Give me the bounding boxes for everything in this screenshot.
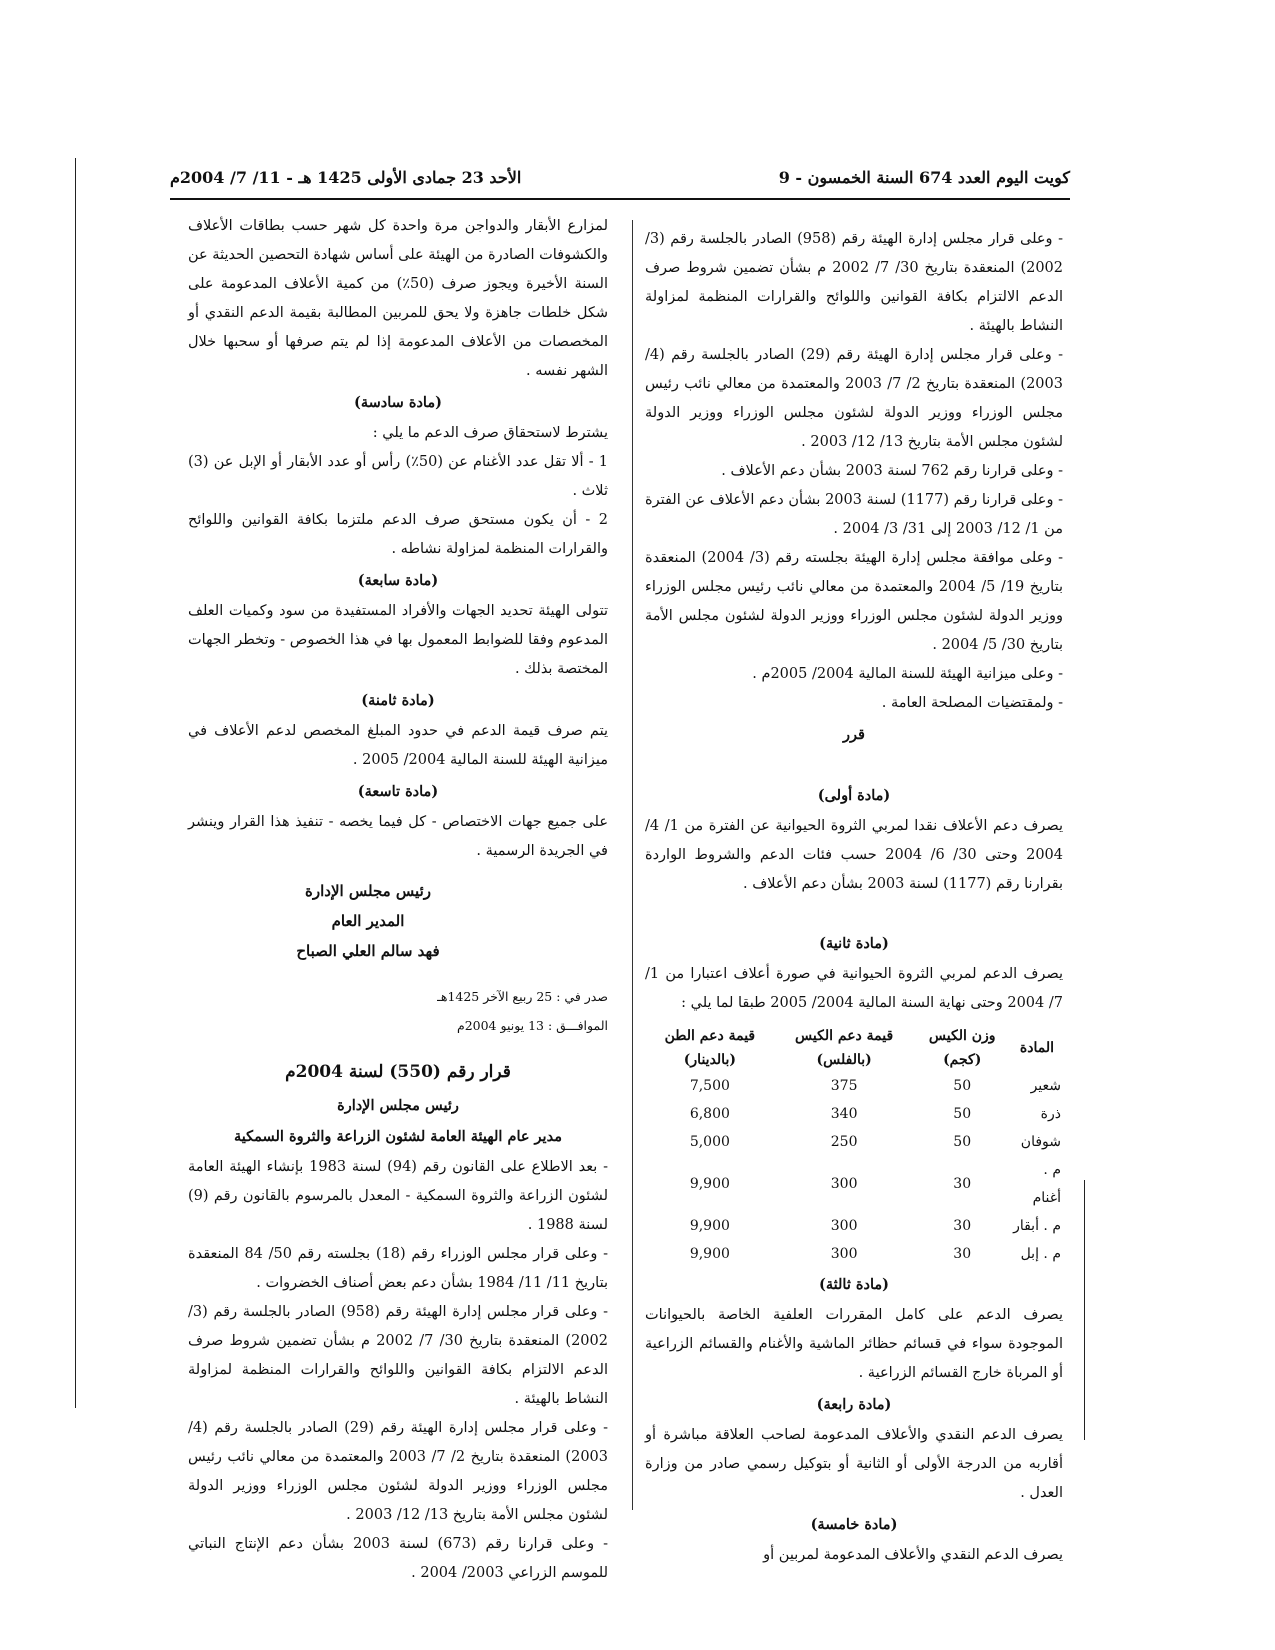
preamble-item: - وعلى قرار مجلس إدارة الهيئة رقم (29) الصادر بالجلسة رقم (4/ 2003) المنعقدة بتاريخ 2/ 7/ 2003 والمعتمدة من معالي نائب رئيس مجلس الوزراء ووزير الدولة لشئون مجلس الوزراء ووزير الدولة لشئون مجلس الأمة بتاريخ 13/ 12/ 2003 . [188, 1420, 608, 1523]
preamble-item: - وعلى قرار مجلس إدارة الهيئة رقم (958) الصادر بالجلسة رقم (3/ 2002) المنعقدة بتاريخ 30/ 7/ 2002 م بشأن تضمين شروط صرف الدعم الالتزام بكافة القوانين واللوائح والقرارات المنظمة لمزاولة النشاط بالهيئة . [645, 231, 1064, 334]
page-edge-line [75, 158, 76, 1408]
table-cell: 5,000 [689, 1134, 730, 1150]
article-text: يصرف الدعم لمربي الثروة الحيوانية في صورة أعلاف اعتبارا من 1/ 7/ 2004 وحتى نهاية السنة المالية 2004/ 2005 طبقا لما يلي : [645, 966, 1063, 1011]
signature-title: المدير العام [331, 912, 405, 930]
right-column [645, 225, 1063, 1570]
table-cell: 7,500 [689, 1078, 730, 1094]
table-row [645, 1072, 1063, 1100]
table-row [645, 1128, 1063, 1156]
left-column [188, 212, 608, 1588]
table-row [645, 1240, 1063, 1268]
preamble-item: - وعلى قرارنا رقم (673) لسنة 2003 بشأن دعم الإنتاج النباتي للموسم الزراعي 2003/ 2004 . [188, 1536, 608, 1581]
table-cell: شعير [1030, 1078, 1061, 1094]
table-row [645, 1100, 1063, 1128]
article-text: يتم صرف قيمة الدعم في حدود المبلغ المخصص لدعم الأعلاف في ميزانية الهيئة للسنة المالية 2004/ 2005 . [188, 723, 608, 768]
table-cell: 30 [953, 1218, 972, 1234]
table-cell: 50 [953, 1106, 972, 1122]
table-cell: 50 [953, 1134, 972, 1150]
preamble-item: - ولمقتضيات المصلحة العامة . [881, 695, 1063, 711]
table-cell: م . إبل [1020, 1246, 1061, 1262]
decided-heading: قرر [843, 726, 865, 743]
preamble-item: - وعلى قرار مجلس الوزراء رقم (18) بجلسته رقم 50/ 84 المنعقدة بتاريخ 11/ 11/ 1984 بشأن دعم بعض أصناف الخضروات . [188, 1246, 609, 1291]
column-divider [632, 220, 633, 1510]
article-text: يصرف الدعم النقدي والأعلاف المدعومة لمربين أو [763, 1547, 1063, 1563]
table-cell: 300 [830, 1218, 858, 1234]
issue-dates [188, 982, 608, 1040]
corresponding-date: الموافـــق : 13 يونيو 2004م [456, 1018, 608, 1033]
decision-subtitle: مدير عام الهيئة العامة لشئون الزراعة والثروة السمكية [234, 1128, 562, 1145]
table-cell: 300 [830, 1176, 858, 1192]
article-text: تتولى الهيئة تحديد الجهات والأفراد المستفيدة من سود وكميات العلف المدعوم وفقا للضوابط المعمول بها في هذا الخصوص - وتخطر الجهات المختصة بذلك . [188, 603, 608, 677]
table-header: وزن الكيس (كجم) [928, 1028, 996, 1068]
preamble-item: - وعلى قرارنا رقم (1177) لسنة 2003 بشأن دعم الأعلاف عن الفترة من 1/ 12/ 2003 إلى 31/ 3/ 2004 . [645, 492, 1063, 537]
table-cell: 340 [830, 1106, 858, 1122]
list-item: 2 - أن يكون مستحق صرف الدعم ملتزما بكافة القوانين واللوائح والقرارات المنظمة لمزاولة نشاطه . [188, 512, 608, 557]
issued-date: صدر في : 25 ربيع الآخر 1425هـ [437, 989, 608, 1004]
table-header: المادة [1019, 1040, 1055, 1056]
table-cell: 250 [830, 1134, 858, 1150]
preamble-item: - وعلى قرارنا رقم 762 لسنة 2003 بشأن دعم الأعلاف . [721, 463, 1063, 479]
preamble-item: - وعلى قرار مجلس إدارة الهيئة رقم (958) الصادر بالجلسة رقم (3/ 2002) المنعقدة بتاريخ 30/ 7/ 2002 م بشأن تضمين شروط صرف الدعم الالتزام بكافة القوانين واللوائح والقرارات المنظمة لمزاولة النشاط بالهيئة . [188, 1304, 608, 1407]
list-item: 1 - ألا تقل عدد الأغنام عن (50٪) رأس أو عدد الأبقار أو الإبل عن (3) ثلاث . [188, 454, 608, 499]
feed-subsidy-table [645, 1024, 1063, 1268]
preamble-item: - بعد الاطلاع على القانون رقم (94) لسنة 1983 بإنشاء الهيئة العامة لشئون الزراعة والثروة السمكية - المعدل بالمرسوم بالقانون رقم (9) لسنة 1988 . [188, 1159, 608, 1233]
article-heading: (مادة خامسة) [810, 1516, 898, 1533]
preamble-item: - وعلى موافقة مجلس إدارة الهيئة بجلسته رقم (3/ 2004) المنعقدة بتاريخ 19/ 5/ 2004 والمعتمدة من معالي نائب رئيس مجلس الوزراء ووزير الدولة لشئون مجلس الوزراء ووزير الدولة لشئون مجلس الأمة بتاريخ 30/ 5/ 2004 . [645, 550, 1064, 653]
table-cell: م . أغنام [1032, 1162, 1061, 1206]
table-cell: شوفان [1020, 1134, 1061, 1150]
article-text: يشترط لاستحقاق صرف الدعم ما يلي : [372, 425, 608, 441]
article-heading: (مادة تاسعة) [357, 783, 439, 800]
article-heading: (مادة سادسة) [354, 394, 442, 411]
table-cell: ذرة [1040, 1106, 1061, 1122]
table-cell: 9,900 [689, 1176, 730, 1192]
table-cell: 30 [953, 1176, 972, 1192]
table-header: قيمة دعم الكيس (بالفلس) [795, 1028, 894, 1068]
preamble-item: - وعلى قرار مجلس إدارة الهيئة رقم (29) الصادر بالجلسة رقم (4/ 2003) المنعقدة بتاريخ 2/ 7/ 2003 والمعتمدة من معالي نائب رئيس مجلس الوزراء ووزير الدولة لشئون مجلس الوزراء ووزير الدولة لشئون مجلس الأمة بتاريخ 13/ 12/ 2003 . [645, 347, 1063, 450]
signature-title: رئيس مجلس الإدارة [305, 882, 431, 900]
table-row [645, 1212, 1063, 1240]
table-cell: 9,900 [689, 1218, 730, 1234]
article-text: على جميع جهات الاختصاص - كل فيما يخصه - تنفيذ هذا القرار وينشر في الجريدة الرسمية . [188, 814, 608, 859]
article-text: يصرف الدعم النقدي والأعلاف المدعومة لصاحب العلاقة مباشرة أو أقاربه من الدرجة الأولى أو الثانية أو بتوكيل رسمي صادر من وزارة العدل . [645, 1427, 1063, 1501]
table-header: قيمة دعم الطن (بالدينار) [664, 1028, 756, 1068]
table-cell: 6,800 [689, 1106, 730, 1122]
article-text: يصرف دعم الأعلاف نقدا لمربي الثروة الحيوانية عن الفترة من 1/ 4/ 2004 وحتى 30/ 6/ 2004 حسب فئات الدعم والشروط الواردة بقرارنا رقم (1177) لسنة 2003 بشأن دعم الأعلاف . [645, 818, 1063, 892]
table-row [645, 1156, 1063, 1212]
page-edge-line [1084, 1180, 1085, 1440]
header-date: الأحد 23 جمادى الأولى 1425 هـ - 11/ 7/ 2004م [170, 168, 522, 187]
header-rule [170, 198, 1070, 200]
table-cell: 300 [830, 1246, 858, 1262]
article-text: يصرف الدعم على كامل المقررات العلفية الخاصة بالحيوانات الموجودة سواء في قسائم حظائر الماشية والأغنام والقسائم الزراعية أو المرباة خارج القسائم الزراعية . [645, 1307, 1063, 1381]
article-text: لمزارع الأبقار والدواجن مرة واحدة كل شهر حسب بطاقات الأعلاف والكشوفات الصادرة من الهيئة على أساس شهادة التحصين الحديثة عن السنة الأخيرة ويجوز صرف (50٪) من كمية الأعلاف المدعومة على شكل خلطات جاهزة ولا يحق للمربين المطالبة بقيمة الدعم النقدي أو المخصصات من الأعلاف المدعومة إذا لم يتم صرفها أو سحبها خلال الشهر نفسه . [188, 218, 609, 379]
signature-name: فهد سالم العلي الصباح [296, 942, 440, 960]
article-heading: (مادة سابعة) [357, 572, 439, 589]
decision-title: قرار رقم (550) لسنة 2004م [285, 1062, 511, 1082]
article-heading: (مادة ثامنة) [361, 692, 435, 709]
article-heading: (مادة أولى) [817, 787, 891, 804]
table-cell: 375 [830, 1078, 858, 1094]
table-cell: م . أبقار [1013, 1218, 1061, 1234]
page-header [170, 168, 1070, 208]
preamble-item: - وعلى ميزانية الهيئة للسنة المالية 2004/ 2005م . [752, 666, 1063, 682]
table-cell: 30 [953, 1246, 972, 1262]
article-heading: (مادة ثانية) [819, 935, 889, 952]
article-heading: (مادة ثالثة) [818, 1276, 890, 1293]
table-cell: 9,900 [689, 1246, 730, 1262]
header-issue: كويت اليوم العدد 674 السنة الخمسون - 9 [778, 168, 1070, 187]
table-cell: 50 [953, 1078, 972, 1094]
decision-subtitle: رئيس مجلس الإدارة [337, 1097, 459, 1114]
article-heading: (مادة رابعة) [816, 1396, 892, 1413]
